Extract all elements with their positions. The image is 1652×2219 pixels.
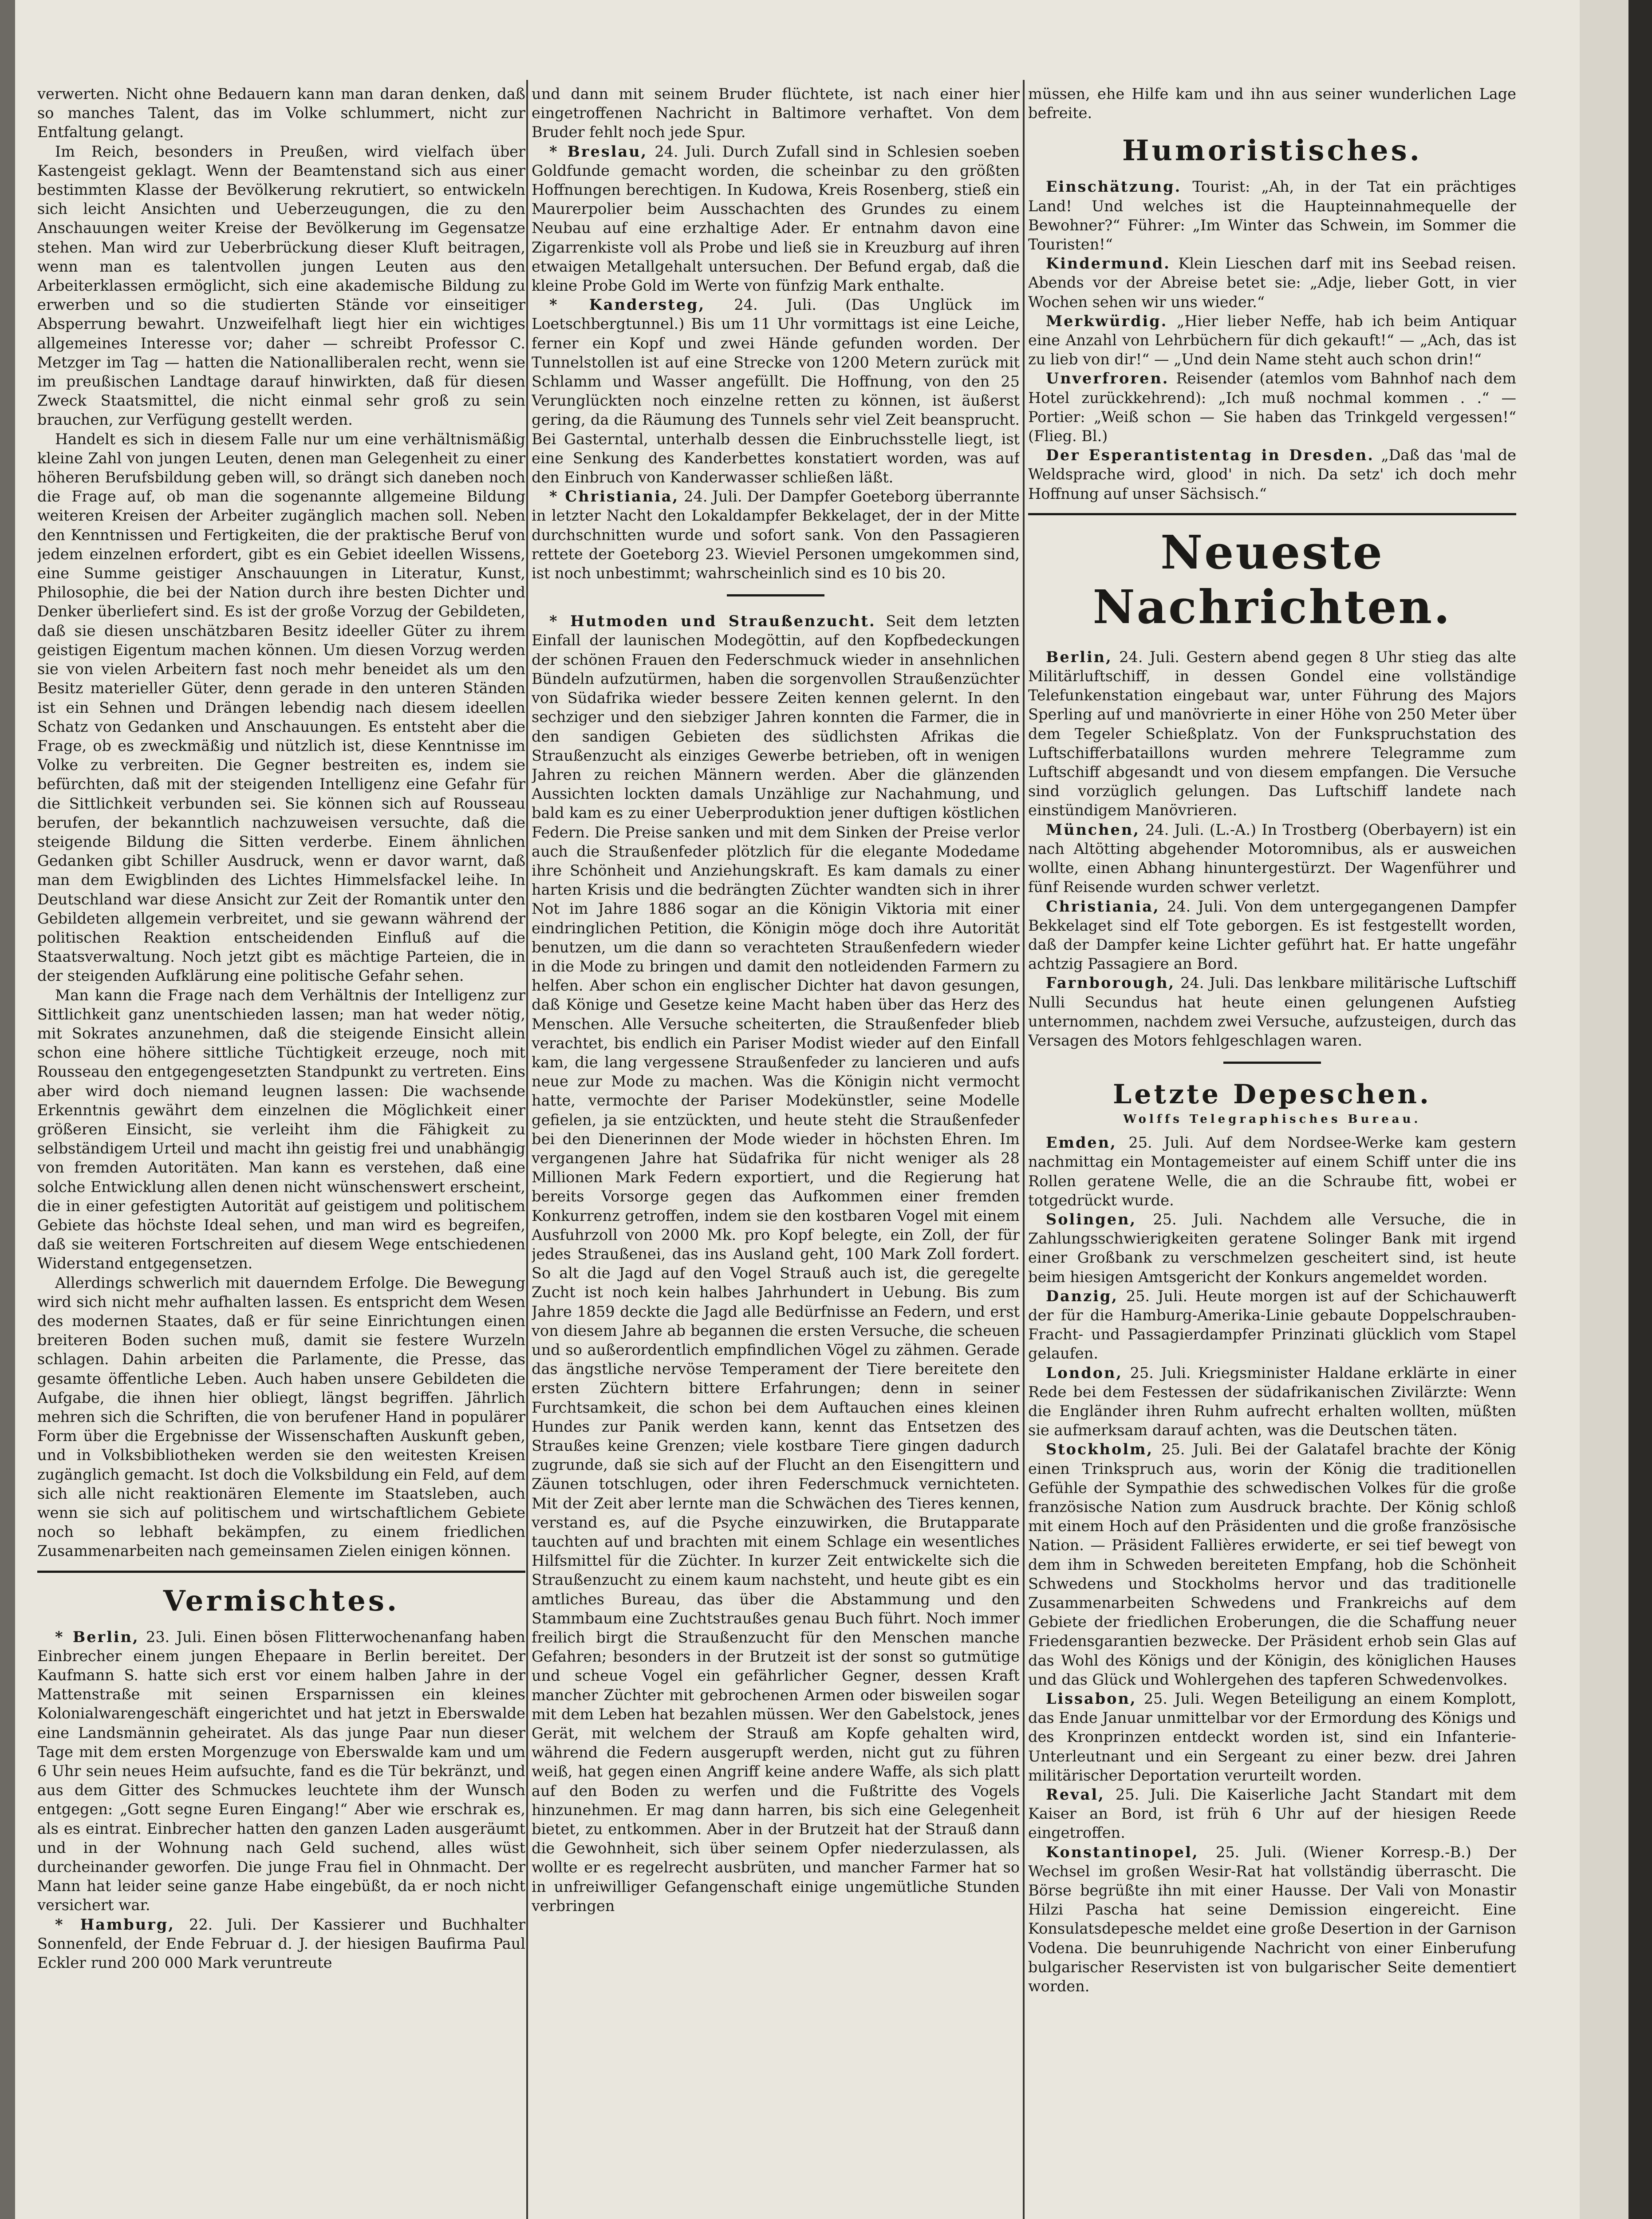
article-paragraph: verwerten. Nicht ohne Bedauern kann man daran denken, daß so manches Talent, das im Volke schlummert, nicht zur Entfaltung gelangt.	[37, 85, 525, 141]
column-rule	[526, 80, 528, 2219]
dispatch-item	[1028, 1287, 1516, 1363]
section-heading-vermischtes: Vermischtes.	[163, 1584, 400, 1618]
article-paragraph: und dann mit seinem Bruder flüchtete, ist nach einer hier eingetroffenen Nachricht in Baltimore verhaftet. Von dem Bruder fehlt noch jede Spur.	[532, 85, 1020, 141]
dispatch-dateline: London,	[1046, 1364, 1123, 1382]
article-paragraph: Allerdings schwerlich mit dauerndem Erfolge. Die Bewegung wird sich nicht mehr aufhalten lassen. Es entspricht dem Wesen des modernen Staates, daß er für seine Einrichtungen einen breiteren Boden suchen muß, damit sie festere Wurzeln schlagen. Dahin arbeiten die Parlamente, die Presse, das gesamte öffentliche Leben. Auch haben unsere Gebildeten die Aufgabe, die ihnen hier obliegt, längst begriffen. Jährlich mehren sich die Schriften, die von berufener Hand in populärer Form über die Ergebnisse der Wissenschaften Auskunft geben, und in Volksbibliotheken werden sie den weitesten Kreisen zugänglich gemacht. Ist doch die Volksbildung ein Feld, auf dem sich alle nicht reaktionären Elemente im Staatsleben, auch wenn sie sich auf politischem und wirtschaftlichem Gebiete noch so lebhaft bekämpfen, zu einem friedlichen Zusammenarbeiten nach gemeinsamen Zielen einigen können.	[37, 1274, 525, 1560]
dispatch-item	[1028, 1440, 1516, 1689]
joke-title: Kindermund.	[1046, 255, 1171, 272]
news-text: 24. Juli. Von dem untergegangenen Dampfer Bekkelaget sind elf Tote geborgen. Es ist festgestellt worden, daß der Dampfer keine Lichter geführt hat. Er hatte ungefähr achtzig Passagiere an Bord.	[1028, 897, 1516, 973]
joke-text: „Daß das 'mal de Weldsprache wird, glood' in nich. Da setz' ich doch mehr Hoffnung auf unser Sächsisch.“	[1028, 446, 1516, 502]
section-rule	[37, 1571, 525, 1573]
joke-item	[1028, 177, 1516, 254]
joke-text: Reisender (atemlos vom Bahnhof nach dem Hotel zurückkehrend): „Ich muß nochmal kommen . .“ — Portier: „Weiß schon — Sie haben das Trinkgeld vergessen!“ (Flieg. Bl.)	[1028, 370, 1516, 445]
joke-item	[1028, 312, 1516, 369]
separator-rule	[1223, 1062, 1321, 1064]
dispatch-dateline: Stockholm,	[1046, 1441, 1154, 1458]
column-3	[1028, 84, 1516, 2219]
column-2	[532, 84, 1020, 2219]
dispatch-item	[1028, 1133, 1516, 1210]
news-item	[37, 1627, 525, 1915]
joke-text: „Hier lieber Neffe, hab ich beim Antiquar eine Anzahl von Lehrbüchern für dich gekauft!“ — „Ach, das ist zu lieb von dir!“ — „Und dein Name steht auch schon drin!“	[1028, 312, 1516, 368]
news-dateline: Christiania,	[1046, 897, 1160, 915]
joke-item	[1028, 254, 1516, 312]
news-dateline: Farnborough,	[1046, 974, 1175, 992]
dispatch-item	[1028, 1785, 1516, 1843]
section-heading-neueste-nachrichten: Neueste Nachrichten.	[1092, 525, 1452, 634]
dispatch-text: 25. Juli. Heute morgen ist auf der Schichauwerft der für die Hamburg-Amerika-Linie gebaute Doppelschrauben-Fracht- und Passagierdampfer Prinzinati glücklich vom Stapel gelaufen.	[1028, 1287, 1516, 1362]
dispatch-text: 25. Juli. Bei der Galatafel brachte der König einen Trinkspruch aus, worin der König die traditionellen Gefühle der Sympathie des schwedischen Volkes für die große französische Nation zum Ausdruck brachte. Der König schloß mit einem Hoch auf den Präsidenten und die große französische Nation. — Präsident Fallières erwiderte, er sei tief bewegt von dem ihm in Schweden bereiteten Empfang, hob die Schönheit Schwedens und Stockholms hervor und das traditionelle Zusammenarbeiten Schwedens und Frankreichs auf dem Gebiete der friedlichen Eroberungen, die die Schaffung neuer Friedensgarantien bezwecke. Der Präsident erhob sein Glas auf das Wohl des Königs und der Königin, des königlichen Hauses und das Glück und Wohlergehen des tapferen Schwedenvolkes.	[1028, 1441, 1516, 1688]
joke-item	[1028, 369, 1516, 446]
news-dateline: * Berlin,	[55, 1628, 139, 1646]
dispatch-dateline: Konstantinopel,	[1046, 1843, 1199, 1861]
joke-title: Einschätzung.	[1046, 178, 1182, 196]
article-paragraph: Man kann die Frage nach dem Verhältnis der Intelligenz zur Sittlichkeit ganz unentschieden lassen; man hat weder nötig, mit Sokrates anzunehmen, daß die steigende Einsicht allein schon eine höhere sittliche Tüchtigkeit erzeuge, noch mit Rousseau den entgegengesetzten Standpunkt zu vertreten. Eins aber wird doch niemand leugnen lassen: Die wachsende Erkenntnis gewährt dem einzelnen die Möglichkeit einer größeren Einsicht, sie verleiht ihm die Fähigkeit zu selbständigem Urteil und macht ihn geistig frei und unabhängig von fremden Autoritäten. Man kann es verstehen, daß eine solche Entwicklung allen denen nicht wünschenswert erscheint, die in einer gefestigten Autorität auf geistigem und politischem Gebiete das höchste Ideal sehen, und man wird es begreifen, daß sie weiteren Fortschreiten auf diesem Wege entschiedenen Widerstand entgegensetzen.	[37, 986, 525, 1272]
news-dateline: * Christiania,	[549, 488, 679, 505]
dispatch-dateline: Emden,	[1046, 1134, 1117, 1152]
dispatch-item	[1028, 1689, 1516, 1785]
dispatch-dateline: Solingen,	[1046, 1210, 1137, 1228]
news-text: 24. Juli. (L.-A.) In Trostberg (Oberbayern) ist ein nach Altötting abgehender Motoromnibus, als er ausweichen wollte, einen Abhang hinuntergestürzt. Der Wagenführer und fünf Reisende wurden schwer verletzt.	[1028, 821, 1516, 896]
joke-text: Klein Lieschen darf mit ins Seebad reisen. Abends vor der Abreise betet sie: „Adje, lieber Gott, in vier Wochen sehen wir uns wieder.“	[1028, 255, 1516, 311]
article-title: * Hutmoden und Straußenzucht.	[549, 612, 876, 630]
dispatch-text: 25. Juli. Kriegsminister Haldane erklärte in einer Rede bei dem Festessen der südafrikanischen Zivilärzte: Wenn die Engländer ihren Ruhm aufrecht erhalten wollten, müßten sie aufmerksam darauf achten, was die Deutschen täten.	[1028, 1364, 1516, 1439]
news-item	[1028, 897, 1516, 974]
dispatch-item	[1028, 1363, 1516, 1440]
dispatch-text: 25. Juli. Nachdem alle Versuche, die in Zahlungsschwierigkeiten geratene Solinger Bank mit irgend einer Großbank zu verschmelzen gescheitert sind, ist heute beim hiesigen Amtsgericht der Konkurs angemeldet worden.	[1028, 1210, 1516, 1286]
article-text: Seit dem letzten Einfall der launischen Modegöttin, auf den Kopfbedeckungen der schönen Frauen den Federschmuck wieder in ansehnlichen Bündeln aufzutürmen, haben die sorgenvollen Straußenzüchter von Südafrika wieder bessere Zeiten kennen gelernt. In den sechziger und den siebziger Jahren konnten die Farmer, die in den sandigen Gebieten des südlichsten Afrikas die Straußenzucht als einziges Gewerbe betrieben, oft in wenigen Jahren zu reichen Männern werden. Aber die glänzenden Aussichten lockten damals Unzählige zur Nachahmung, und bald kam es zu einer Ueberproduktion jener duftigen köstlichen Federn. Die Preise sanken und mit dem Sinken der Preise verlor auch die Straußenfeder plötzlich für die elegante Modedame ihre Schönheit und Anziehungskraft. Es kam damals zu einer harten Krisis und die bedrängten Züchter wandten sich in ihrer Not im Jahre 1886 sogar an die Königin Viktoria mit einer eindringlichen Petition, die Königin möge doch ihre Autorität benutzen, um die dann so verachteten Straußenfedern wieder in die Mode zu bringen und damit den notleidenden Farmern zu helfen. Aber schon ein englischer Dichter hat davon gesungen, daß Könige und Gesetze keine Macht haben über das Herz des Menschen. Alle Versuche scheiterten, die Straußenfeder blieb verachtet, bis endlich ein Pariser Modist wieder auf den Einfall kam, die lang vergessene Straußenfeder zu lancieren und aufs neue zur Mode zu machen. Was die Königin nicht vermocht hatte, vermochte der Pariser Modekünstler, seine Modelle gefielen, ja sie entzückten, und heute steht die Straußenfeder bei den Dienerinnen der Mode wieder in höchsten Ehren. Im vergangenen Jahre hat Südafrika für nicht weniger als 28 Millionen Mark Federn exportiert, und die Regierung hat bereits Vorsorge gegen das Aufkommen einer fremden Konkurrenz getroffen, indem sie den kostbaren Vogel mit einem Ausfuhrzoll von 2000 Mk. pro Kopf belegte, ein Zoll, der für jedes Straußenei, das ins Ausland geht, 100 Mark Zoll fordert. So alt die Jagd auf den Vogel Strauß auch ist, die geregelte Zucht ist noch kein halbes Jahrhundert in Uebung. Bis zum Jahre 1859 deckte die Jagd alle Bedürfnisse an Federn, und erst von diesem Jahre ab begannen die ersten Versuche, die scheuen und so außerordentlich empfindlichen Vögel zu zähmen. Gerade das ängstliche nervöse Temperament der Tiere bereitete den ersten Züchtern bittere Erfahrungen; denn in seiner Furchtsamkeit, die schon bei dem Auftauchen eines kleinen Hundes zur Panik werden kann, kennt das Entsetzen des Straußes keine Grenzen; viele kostbare Tiere gingen dadurch zugrunde, daß sie sich auf der Flucht an den Eisengittern und Zäunen totschlugen, oder ihren Federschmuck vernichteten. Mit der Zeit aber lernte man die Schwächen des Tieres kennen, verstand es, auf die Psyche einzuwirken, die Brutapparate tauchten auf und brachten mit einem Schlage ein wesentliches Hilfsmittel für die Züchter. In kurzer Zeit entwickelte sich die Straußenzucht zu einem kaum nachsteht, und heute gibt es ein amtliches Bureau, das über die Abstammung und den Stammbaum eine Zuchtstraußes genau Buch führt. Noch immer freilich birgt die Straußenzucht für den Menschen manche Gefahren; besonders in der Brutzeit ist der sonst so gutmütige und scheue Vogel ein gefährlicher Gegner, dessen Kraft mancher Züchter mit gebrochenen Armen oder bisweilen sogar mit dem Leben hat bezahlen müssen. Wer den Gabelstock, jenes Gerät, mit welchem der Strauß am Kopfe gehalten wird, während die Federn ausgerupft werden, nicht gut zu führen weiß, hat gegen einen Angriff keine andere Waffe, als sich platt auf den Boden zu werfen und die Fußtritte des Vogels hinzunehmen. Er mag dann harren, bis sich eine Gelegenheit bietet, zu entkommen. Aber in der Brutzeit hat der Strauß dann die Gewohnheit, sich über seinem Opfer niederzulassen, als wollte er es regelrecht ausbrüten, und mancher Farmer hat so in unfreiwilliger Gefangenschaft einige ungemütliche Stunden verbringen	[532, 612, 1020, 1915]
news-text: 24. Juli. Der Dampfer Goeteborg überrannte in letzter Nacht den Lokaldampfer Bekkelaget, der in der Mitte durchschnitten wurde und sofort sank. Von den Passagieren rettete der Goeteborg 23. Wieviel Personen umgekommen sind, ist noch unbestimmt; wahrscheinlich sind es 10 bis 20.	[532, 488, 1020, 582]
section-rule	[1028, 513, 1516, 515]
dispatch-text: 25. Juli. Wegen Beteiligung an einem Komplott, das Ende Januar unmittelbar vor der Ermordung des Königs und des Kronprinzen entdeckt worden ist, sind ein Infanterie-Unterleutnant und ein Sergeant zu einer bezw. drei Jahren militärischer Deportation verurteilt worden.	[1028, 1690, 1516, 1784]
page-edge-left	[0, 0, 15, 2219]
article-paragraph: Im Reich, besonders in Preußen, wird vielfach über Kastengeist geklagt. Wenn der Beamtenstand sich aus einer bestimmten Klasse der Bevölkerung rekrutiert, so entwickeln sich leicht Ansichten und Ueberzeugungen, die zu den Anschauungen weiter Kreise der Bevölkerung im Gegensatze stehen. Man wird zur Ueberbrückung dieser Kluft beitragen, wenn man es talentvollen jungen Leuten aus den Arbeiterklassen ermöglicht, sich eine akademische Bildung zu erwerben und so die studierten Stände vor einseitiger Absperrung bewahrt. Unzweifelhaft liegt hier ein wichtiges allgemeines Interesse vor; daher — schreibt Professor C. Metzger im Tag — hatten die Nationalliberalen recht, wenn sie im preußischen Landtage darauf hinwirkten, daß für diesen Zweck Staatsmittel, die nicht einmal sehr groß zu sein brauchen, zur Verfügung gestellt werden.	[37, 142, 525, 429]
section-subheading: Wolffs Telegraphisches Bureau.	[1123, 1113, 1421, 1126]
dispatch-item	[1028, 1210, 1516, 1287]
dispatch-dateline: Reval,	[1046, 1786, 1105, 1804]
news-text: 24. Juli. Das lenkbare militärische Luftschiff Nulli Secundus hat heute einen gelungenen Aufstieg unternommen, nachdem zwei Versuche, aufzusteigen, durch das Versagen des Motors fehlgeschlagen waren.	[1028, 974, 1516, 1049]
article-paragraph: müssen, ehe Hilfe kam und ihn aus seiner wunderlichen Lage befreite.	[1028, 85, 1516, 122]
joke-item	[1028, 446, 1516, 503]
news-item	[532, 487, 1020, 583]
dispatch-text: 25. Juli. Auf dem Nordsee-Werke kam gestern nachmittag ein Montagemeister auf einem Schiff unter die ins Rollen geratene Welle, die an die Schraube fitt, wobei er totgedrückt wurde.	[1028, 1134, 1516, 1209]
joke-title: Unverfroren.	[1046, 370, 1169, 387]
news-item	[1028, 820, 1516, 897]
joke-title: Der Esperantistentag in Dresden.	[1046, 446, 1374, 464]
news-item	[532, 142, 1020, 296]
dispatch-dateline: Lissabon,	[1046, 1690, 1137, 1708]
news-text: 24. Juli. Gestern abend gegen 8 Uhr stieg das alte Militärluftschiff, in dessen Gondel eine vollständige Telefunkenstation eingebaut war, unter Führung des Majors Sperling auf und manövrierte in einer Höhe von 250 Meter über dem Tegeler Schießplatz. Von der Funkspruchstation des Luftschifferbataillons wurden mehrere Telegramme zum Luftschiff abgesandt und von diesem empfangen. Die Versuche sind vorzüglich gelungen. Das Luftschiff landete nach einstündigem Manövrieren.	[1028, 648, 1516, 819]
dispatch-text: 25. Juli. (Wiener Korresp.-B.) Der Wechsel im großen Wesir-Rat hat vollständig überrascht. Die Börse begrüßte ihn mit einer Hausse. Der Vali von Monastir Hilzi Pascha hat seine Demission eingereicht. Eine Konsulatsdepesche meldet eine große Desertion in der Garnison Vodena. Die beunruhigende Nachricht von einer Einberufung bulgarischer Reservisten ist von bulgarischer Seite dementiert worden.	[1028, 1843, 1516, 1995]
news-dateline: Berlin,	[1046, 648, 1112, 666]
news-item	[1028, 648, 1516, 820]
news-dateline: * Breslau,	[549, 142, 648, 160]
news-text: 23. Juli. Einen bösen Flitterwochenanfang haben Einbrecher einem jungen Ehepaare in Berlin bereitet. Der Kaufmann S. hatte sich erst vor einem halben Jahre in der Mattenstraße mit seinen Ersparnissen ein kleines Kolonialwarengeschäft eingerichtet und hat jetzt in Eberswalde eine Landsmännin geheiratet. Als das junge Paar nun dieser Tage mit dem ersten Morgenzuge von Eberswalde kam und um 6 Uhr sein neues Heim aufsuchte, fand es die Tür bekränzt, und aus dem Gitter des Schmuckes leuchtete ihm der Wunsch entgegen: „Gott segne Euren Eingang!“ Aber wie erschrak es, als es eintrat. Einbrecher hatten den ganzen Laden ausgeräumt und in der Wohnung nach Geld suchend, alles wüst durcheinander geworfen. Die junge Frau fiel in Ohnmacht. Der Mann hat leider seine ganze Habe eingebüßt, da er noch nicht versichert war.	[37, 1628, 525, 1914]
joke-text: Tourist: „Ah, in der Tat ein prächtiges Land! Und welches ist die Haupteinnahmequelle der Bewohner?“ Führer: „Im Winter das Schwein, im Sommer die Touristen!“	[1028, 178, 1516, 253]
joke-title: Merkwürdig.	[1046, 312, 1168, 330]
news-item	[532, 295, 1020, 487]
separator-rule	[727, 594, 824, 596]
news-text: 24. Juli. Durch Zufall sind in Schlesien soeben Goldfunde gemacht worden, die scheinbar zu den größten Hoffnungen berechtigen. In Kudowa, Kreis Rosenberg, stieß ein Maurerpolier beim Ausschachten des Grundes zu einem Neubau auf eine erzhaltige Ader. Er entnahm davon eine Zigarrenkiste voll als Probe und ließ sie in Kreuzburg auf ihren etwaigen Metallgehalt untersuchen. Der Befund ergab, daß die kleine Probe Gold im Werte von fünfzig Mark enthalte.	[532, 142, 1020, 295]
column-1	[37, 84, 525, 2219]
news-text: 22. Juli. Der Kassierer und Buchhalter Sonnenfeld, der Ende Februar d. J. der hiesigen Baufirma Paul Eckler rund 200 000 Mark veruntreute	[37, 1915, 525, 1972]
article-paragraph	[532, 612, 1020, 1915]
section-heading-letzte-depeschen: Letzte Depeschen.	[1113, 1079, 1431, 1110]
news-dateline: * Hamburg,	[55, 1915, 175, 1933]
page-edge-right	[1628, 0, 1652, 2219]
news-item	[37, 1915, 525, 1973]
news-item	[1028, 973, 1516, 1050]
column-rule	[1023, 80, 1025, 2219]
news-dateline: * Kandersteg,	[549, 296, 706, 314]
dispatch-dateline: Danzig,	[1046, 1287, 1118, 1305]
article-paragraph: Handelt es sich in diesem Falle nur um eine verhältnismäßig kleine Zahl von jungen Leuten, denen man Gelegenheit zu einer höheren Berufsbildung geben will, so drängt sich daneben noch die Frage auf, ob man die sogenannte allgemeine Bildung weiteren Kreisen der Arbeiter zugänglich machen soll. Neben den Kenntnissen und Fertigkeiten, die der praktische Beruf von jedem einzelnen erfordert, gibt es ein Gebiet ideellen Wissens, eine Summe geistiger Anschauungen in Literatur, Kunst, Philosophie, die bei der Nation durch ihre besten Dichter und Denker überliefert sind. Es ist der große Vorzug der Gebildeten, daß sie diesen unschätzbaren Besitz ideeller Güter zu ihrem geistigen Eigentum machen können. Um diesen Vorzug werden sie von vielen Arbeitern fast noch mehr beneidet als um den Besitz materieller Güter, denn gerade in den unteren Ständen ist ein Sehnen und Drängen lebendig nach diesem ideellen Schatz von Gedanken und Anschauungen. Es entsteht aber die Frage, ob es zweckmäßig und nützlich ist, diese Kenntnisse im Volke zu verbreiten. Die Gegner bestreiten es, indem sie befürchten, daß mit der steigenden Intelligenz eine Gefahr für die Sittlichkeit verbunden sei. Sie können sich auf Rousseau berufen, der bekanntlich nachzuweisen versuchte, daß die steigende Bildung die Sitten verderbe. Einem ähnlichen Gedanken gibt Schiller Ausdruck, wenn er davor warnt, daß man dem Ewigblinden des Lichtes Himmelsfackel leihe. In Deutschland war diese Ansicht zur Zeit der Romantik unter den Gebildeten allgemein verbreitet, und sie gewann während der politischen Reaktion entscheidenden Einfluß auf die Staatsverwaltung. Noch jetzt gibt es mächtige Parteien, die in der steigenden Aufklärung eine politische Gefahr sehen.	[37, 430, 525, 985]
dispatch-text: 25. Juli. Die Kaiserliche Jacht Standart mit dem Kaiser an Bord, ist früh 6 Uhr auf der hiesigen Reede eingetroffen.	[1028, 1786, 1516, 1842]
dispatch-item	[1028, 1843, 1516, 1996]
news-text: 24. Juli. (Das Unglück im Loetschbergtunnel.) Bis um 11 Uhr vormittags ist eine Leiche, ferner ein Kopf und zwei Hände gefunden worden. Der Tunnelstollen ist auf eine Strecke von 1200 Metern zurück mit Schlamm und Wasser angefüllt. Die Hoffnung, von den 25 Verunglückten noch einzelne retten zu können, ist äußerst gering, da die Räumung des Tunnels sehr viel Zeit beansprucht. Bei Gasterntal, unterhalb dessen die Einbruchsstelle liegt, ist eine Senkung des Kanderbettes konstatiert worden, was auf den Einbruch von Kanderwasser schließen läßt.	[532, 296, 1020, 486]
section-heading-humoristisches: Humoristisches.	[1122, 134, 1422, 168]
news-dateline: München,	[1046, 821, 1140, 838]
